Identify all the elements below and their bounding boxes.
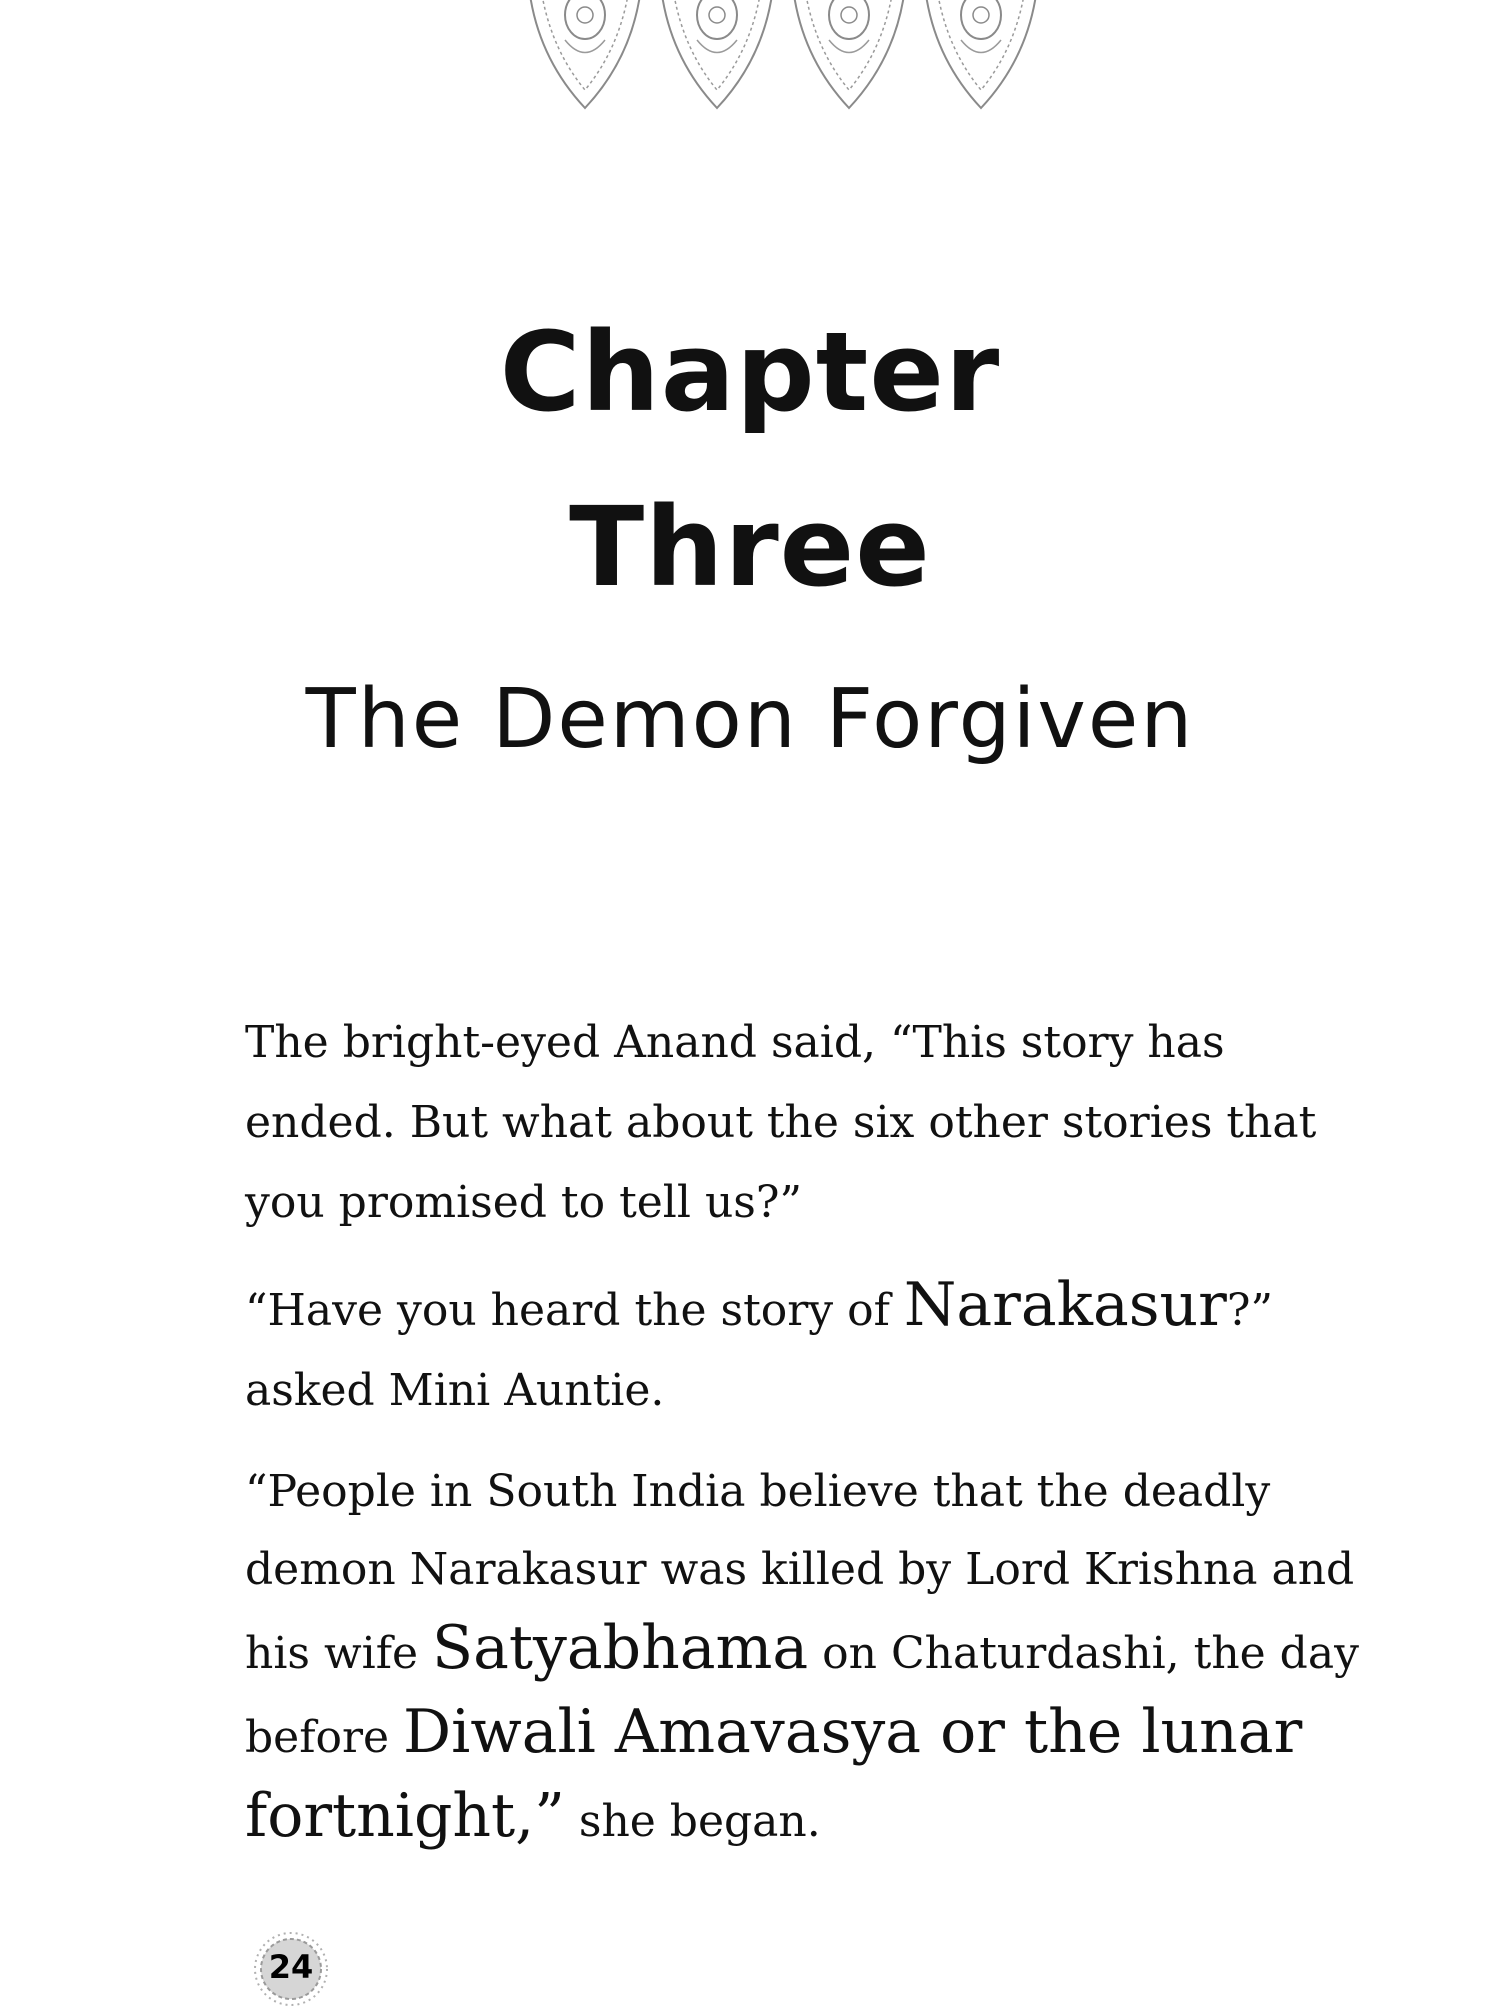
paisley-ornament-icon: [520, 0, 650, 115]
paragraph-2-text-a: “Have you heard the story of: [245, 1285, 904, 1336]
paragraph-2: [245, 1265, 1385, 1431]
paisley-ornament-icon: [652, 0, 782, 115]
paragraph-2-text-b: ?” asked Mini Auntie.: [245, 1285, 1273, 1416]
chapter-title-line1: Chapter: [499, 308, 1001, 436]
paisley-ornament-icon: [784, 0, 914, 115]
emphasized-name-narakasur: Narakasur: [903, 1270, 1227, 1340]
paragraph-3-text-a: “People in South India believe that the deadly demon Narakasur was killed by Lord Krishna and his wife: [245, 1466, 1355, 1679]
paisley-ornament-icon: [916, 0, 1046, 115]
chapter-title: [0, 285, 1500, 635]
chapter-subtitle: The Demon Forgiven: [305, 672, 1195, 767]
emphasized-diwali-amavasya: Diwali Amavasya or the lunar fortnight,”: [245, 1697, 1303, 1851]
page-number-badge: [252, 1930, 330, 2008]
paragraph-3-text-c: she began.: [564, 1796, 821, 1847]
emphasized-name-satyabhama: Satyabhama: [432, 1613, 809, 1683]
paragraph-1: The bright-eyed Anand said, “This story has ended. But what about the six other stories that you promised to tell us?”: [245, 1017, 1317, 1228]
paragraph-3-text-b: on Chaturdashi, the day before: [245, 1628, 1359, 1763]
paragraph-3: [245, 1453, 1385, 1861]
chapter-body: [245, 1003, 1385, 1883]
page-number: 24: [268, 1948, 314, 1986]
decorative-ornament-border: [520, 0, 1060, 120]
chapter-title-line2: Three: [569, 483, 931, 611]
